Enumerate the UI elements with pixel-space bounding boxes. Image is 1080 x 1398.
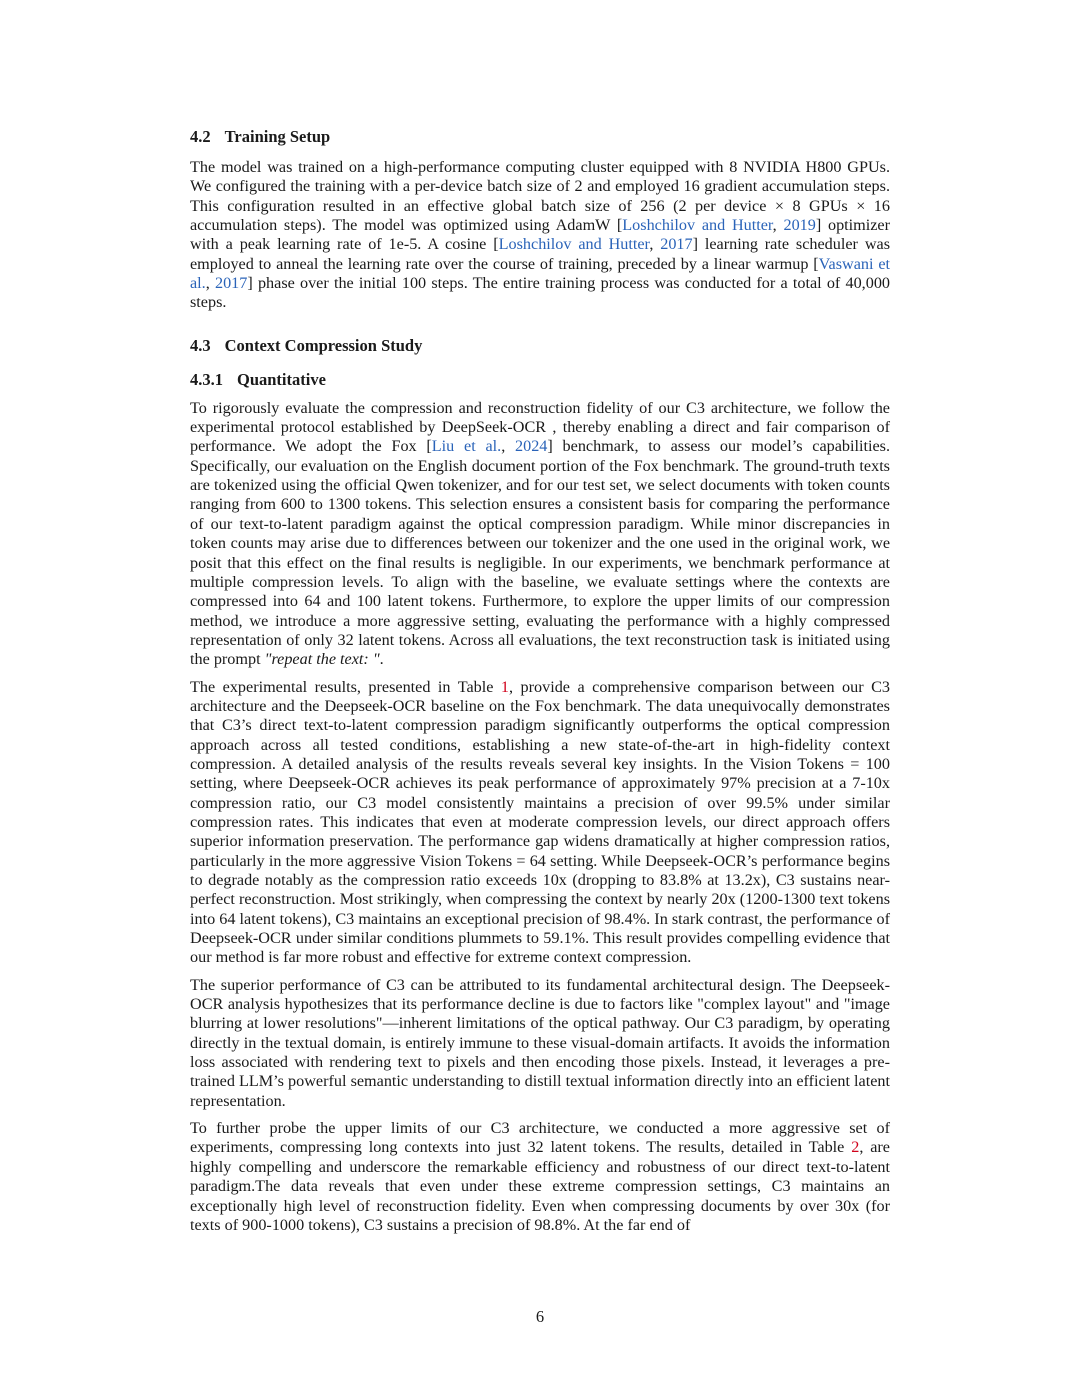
citation-link[interactable]: Liu et al. [431, 437, 502, 456]
subsection-title: Quantitative [237, 369, 326, 389]
text-run: ] benchmark, to assess our model’s capabilities. Specifically, our evaluation on the English document portion of the Fox benchmark. The ground-truth texts are tokenized using the official Qwen tokenizer, and for our test set, we select documents with token counts ranging from 600 to 1300 tokens. This selection ensures a consistent basis for comparing the performance of our text-to-latent paradigm against the optical compression paradigm. While minor discrepancies in token counts may arise due to differences between our tokenizer and the one used in the original work, we posit that this effect on the final results is negligible. In our experiments, we benchmark performance at multiple compression levels. To align with the baseline, we evaluate settings where the contexts are compressed into 64 and 100 latent tokens. Furthermore, to explore the upper limits of our compression method, we introduce a more aggressive setting, evaluating the performance with a highly compressed representation of only 32 latent tokens. Across all evaluations, the text reconstruction task is initiated using the prompt [190, 437, 891, 669]
citation-link[interactable]: Loshchilov and Hutter [622, 216, 773, 235]
text-run: The experimental results, presented in Table [190, 677, 501, 696]
text-run: ] learning rate scheduler was employed to anneal the learning rate over the course of training, preceded by a linear warmup [ [190, 235, 890, 273]
citation-link[interactable]: Vaswani et al. [190, 254, 891, 293]
prompt-text: "repeat the text: " [264, 650, 380, 669]
text-run: , [501, 437, 516, 456]
text-run: ] phase over the initial 100 steps. The entire training process was conducted for a total of 40,000 steps. [190, 274, 891, 312]
section-heading-training-setup [190, 126, 890, 148]
citation-link[interactable]: 2024 [515, 437, 548, 456]
text-run: , are highly compelling and underscore the remarkable efficiency and robustness of our direct text-to-latent paradigm.The data reveals that even under these extreme compression settings, C3 maintains an exceptionally high level of reconstruction fidelity. Even when compressing documents by over 30x (for texts of 900-1000 tokens), C3 sustains a precision of 98.8%. At the far end of [190, 1138, 890, 1234]
text-run: ] optimizer with a peak learning rate of 1e-5. A cosine [ [190, 216, 891, 254]
citation-link[interactable]: Loshchilov and Hutter [498, 235, 650, 254]
paragraph-training-setup [190, 158, 890, 313]
section-heading-context-compression [190, 335, 890, 357]
paragraph-aggressive-experiments [190, 1119, 890, 1235]
paragraph-experimental-results [190, 678, 890, 968]
subsection-heading-quantitative [190, 369, 890, 391]
text-run: The superior performance of C3 can be attributed to its fundamental architectural design. The Deepseek-OCR analysis hypothesizes that its performance decline is due to factors like "complex layout" and "image blurring at lower resolutions"—inherent limitations of the optical pathway. Our C3 paradigm, by operating directly in the textual domain, is entirely immune to these visual-domain artifacts. It avoids the information loss associated with rendering text to pixels and then encoding those pixels. Instead, it leverages a pre-trained LLM’s powerful semantic understanding to distill textual information directly into an efficient latent representation. [190, 975, 890, 1110]
citation-link[interactable]: 2019 [783, 216, 816, 235]
section-number: 4.2 [190, 127, 211, 146]
paragraph-evaluation-protocol [190, 399, 890, 670]
text-run: , [205, 274, 215, 293]
page-body [190, 126, 890, 1235]
section-title: Training Setup [224, 127, 331, 146]
text-run: , provide a comprehensive comparison between our C3 architecture and the Deepseek-OCR baseline on the Fox benchmark. The data unequivocally demonstrates that C3’s direct text-to-latent compression paradigm significantly outperforms the optical compression approach across all tested conditions, establishing a new state-of-the-art in high-fidelity context compression. A detailed analysis of the results reveals several key insights. In the Vision Tokens = 100 setting, where Deepseek-OCR achieves its peak performance of approximately 97% precision at a 7-10x compression ratio, our C3 model consistently maintains a precision of over 99.5% under similar compression rates. This indicates that even at moderate compression levels, our direct approach offers superior information preservation. The performance gap widens dramatically at higher compression ratios, particularly in the more aggressive Vision Tokens = 64 setting. While Deepseek-OCR’s performance begins to degrade notably as the compression ratio exceeds 10x (dropping to 83.8% at 13.2x), C3 sustains near-perfect reconstruction. Most strikingly, when compressing the context by nearly 20x (1200-1300 text tokens into 64 latent tokens), C3 maintains an exceptional precision of 98.4%. In stark contrast, the performance of Deepseek-OCR under similar conditions plummets to 59.1%. This result provides compelling evidence that our method is far more robust and effective for extreme context compression. [190, 677, 890, 967]
citation-link[interactable]: 2017 [660, 235, 693, 254]
text-run: . [379, 650, 384, 669]
page-number: 6 [535, 1307, 545, 1326]
paragraph-architecture-analysis [190, 976, 890, 1111]
text-run: To rigorously evaluate the compression and reconstruction fidelity of our C3 architecture, we follow the experimental protocol established by DeepSeek-OCR , thereby enabling a direct and fair comparison of performance. We adopt the Fox [ [190, 398, 890, 456]
text-run: To further probe the upper limits of our C3 architecture, we conducted a more aggressive set of experiments, compressing long contexts into just 32 latent tokens. The results, detailed in Table [190, 1119, 890, 1157]
table-reference-link[interactable]: 2 [851, 1138, 860, 1157]
section-number: 4.3 [190, 335, 211, 355]
text-run: The model was trained on a high-performance computing cluster equipped with 8 NVIDIA H800 GPUs. We configured the training with a per-device batch size of 2 and employed 16 gradient accumulation steps. This configuration resulted in an effective global batch size of 256 (2 per device × 8 GPUs × 16 accumulation steps). The model was optimized using AdamW [ [190, 158, 890, 235]
subsection-number: 4.3.1 [190, 369, 223, 389]
text-run: , [649, 235, 661, 254]
section-title: Context Compression Study [224, 335, 423, 355]
citation-link[interactable]: 2017 [214, 274, 248, 293]
table-reference-link[interactable]: 1 [500, 677, 510, 696]
text-run: , [772, 216, 784, 235]
